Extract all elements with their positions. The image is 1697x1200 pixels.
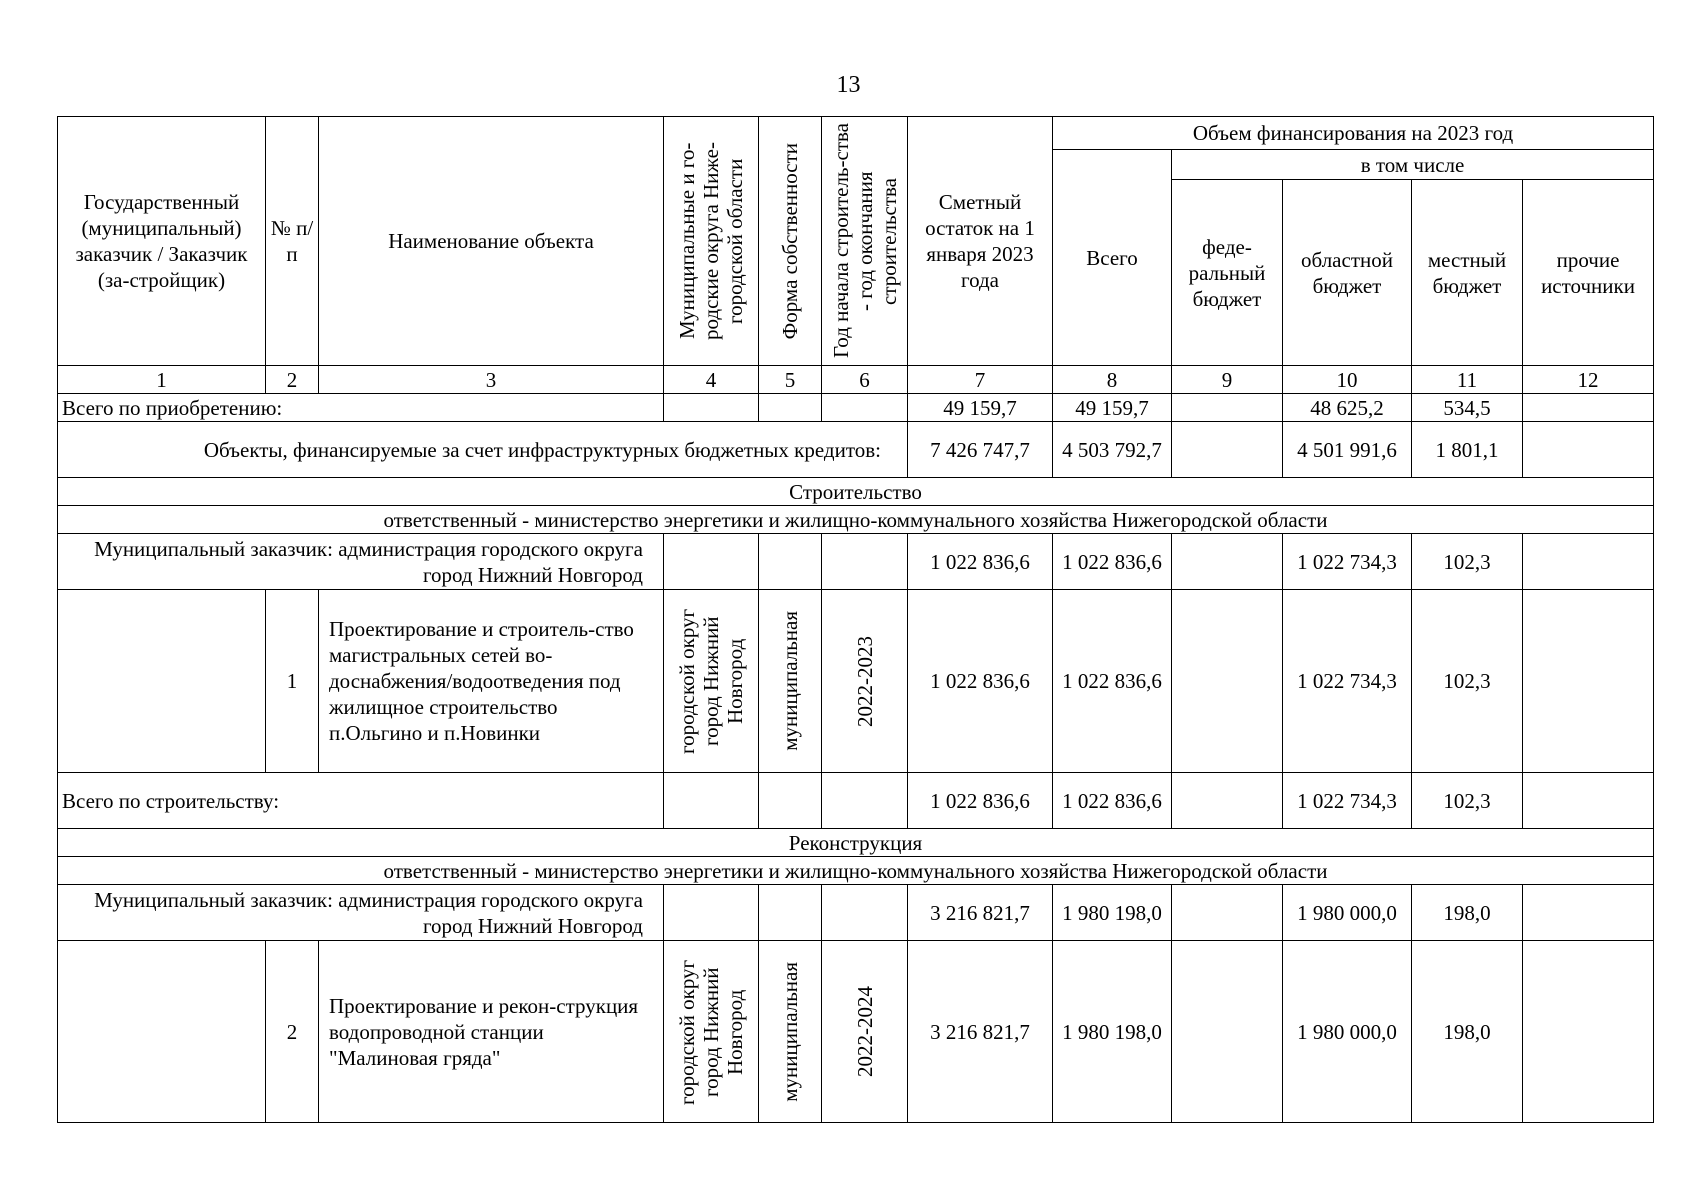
section-header-row [58,478,1654,506]
total-cell: 1 980 198,0 [1053,941,1172,1123]
section-title: Реконструкция [58,829,1654,857]
header-ownership-cell [759,117,822,366]
ownership-text: муниципальная [778,961,802,1102]
header-federal: феде-ральный бюджет [1172,180,1283,366]
object-name: Проектирование и рекон-струкция водопроводной станции "Малиновая гряда" [319,941,664,1123]
federal-cell [1172,394,1283,422]
municipality-text: городской округ город Нижний Новгород [675,608,747,754]
federal-cell [1172,941,1283,1123]
page-number: 13 [836,72,861,98]
construction-total-row [58,773,1654,829]
header-municipality: Муниципальные и го-родские округа Ниже-городской области [675,142,747,340]
regional-cell: 4 501 991,6 [1283,422,1412,478]
other-cell [1523,941,1654,1123]
years-cell [822,941,908,1123]
regional-cell: 48 625,2 [1283,394,1412,422]
federal-cell [1172,885,1283,941]
ownership-cell [759,590,822,773]
estimate-cell: 3 216 821,7 [908,885,1053,941]
object-number: 1 [266,590,319,773]
header-other: прочие источники [1523,180,1654,366]
years-cell [822,590,908,773]
financing-table [57,116,1654,1123]
header-estimate: Сметный остаток на 1 января 2023 года [908,117,1053,366]
regional-cell: 1 980 000,0 [1283,885,1412,941]
column-number: 8 [1053,366,1172,394]
federal-cell [1172,422,1283,478]
ownership-text: муниципальная [778,611,802,751]
responsible-row [58,857,1654,885]
header-ownership: Форма собственности [778,142,802,340]
total-cell: 1 022 836,6 [1053,590,1172,773]
header-object-name: Наименование объекта [319,117,664,366]
header-number: № п/п [266,117,319,366]
other-cell [1523,534,1654,590]
header-years-cell [822,117,908,366]
local-cell: 102,3 [1412,773,1523,829]
estimate-cell: 1 022 836,6 [908,773,1053,829]
estimate-cell: 1 022 836,6 [908,534,1053,590]
header-local: местный бюджет [1412,180,1523,366]
federal-cell [1172,773,1283,829]
column-number: 12 [1523,366,1654,394]
regional-cell: 1 022 734,3 [1283,534,1412,590]
total-cell: 1 022 836,6 [1053,773,1172,829]
estimate-cell: 1 022 836,6 [908,590,1053,773]
customer-row [58,885,1654,941]
regional-cell: 1 022 734,3 [1283,773,1412,829]
responsible-row [58,506,1654,534]
header-municipality-cell [664,117,759,366]
total-cell: 1 022 836,6 [1053,534,1172,590]
other-cell [1523,394,1654,422]
column-number-row [58,366,1654,394]
column-number: 6 [822,366,908,394]
local-cell: 102,3 [1412,534,1523,590]
regional-cell: 1 022 734,3 [1283,590,1412,773]
estimate-cell: 49 159,7 [908,394,1053,422]
header-funding-group: Объем финансирования на 2023 год [1053,117,1654,150]
header-regional: областной бюджет [1283,180,1412,366]
other-cell [1523,885,1654,941]
years-text: 2022-2024 [852,986,877,1077]
column-number: 10 [1283,366,1412,394]
section-title: Строительство [58,478,1654,506]
row-label: Всего по приобретению: [58,394,664,422]
estimate-cell: 3 216 821,7 [908,941,1053,1123]
total-cell: 49 159,7 [1053,394,1172,422]
local-cell: 198,0 [1412,941,1523,1123]
other-cell [1523,422,1654,478]
column-number: 9 [1172,366,1283,394]
column-number: 5 [759,366,822,394]
local-cell: 534,5 [1412,394,1523,422]
object-row [58,590,1654,773]
column-number: 2 [266,366,319,394]
column-number: 3 [319,366,664,394]
column-number: 7 [908,366,1053,394]
section-header-row [58,829,1654,857]
header-total: Всего [1053,150,1172,366]
object-name: Проектирование и строитель-ство магистральных сетей во-доснабжения/водоотведения под жилищное строительство п.Ольгино и п.Новинки [319,590,664,773]
object-number: 2 [266,941,319,1123]
row-label: Муниципальный заказчик: администрация городского округа город Нижний Новгород [58,885,664,941]
infra-credits-row [58,422,1654,478]
federal-cell [1172,534,1283,590]
row-label: Муниципальный заказчик: администрация городского округа город Нижний Новгород [58,534,664,590]
ownership-cell [759,941,822,1123]
federal-cell [1172,590,1283,773]
column-number: 11 [1412,366,1523,394]
column-number: 4 [664,366,759,394]
estimate-cell: 7 426 747,7 [908,422,1053,478]
municipality-cell [664,941,759,1123]
acquisition-total-row [58,394,1654,422]
other-cell [1523,590,1654,773]
responsible-text: ответственный - министерство энергетики и жилищно-коммунального хозяйства Нижегородской области [58,506,1654,534]
header-customer: Государственный (муниципальный) заказчик / Заказчик (за-стройщик) [58,117,266,366]
row-label: Объекты, финансируемые за счет инфраструктурных бюджетных кредитов: [58,422,908,478]
column-number: 1 [58,366,266,394]
regional-cell: 1 980 000,0 [1283,941,1412,1123]
municipality-cell [664,590,759,773]
local-cell: 198,0 [1412,885,1523,941]
other-cell [1523,773,1654,829]
header-years: Год начала строитель-ства - год окончания строительства [828,123,901,359]
customer-row [58,534,1654,590]
total-cell: 4 503 792,7 [1053,422,1172,478]
years-text: 2022-2023 [852,635,877,727]
local-cell: 1 801,1 [1412,422,1523,478]
total-cell: 1 980 198,0 [1053,885,1172,941]
responsible-text: ответственный - министерство энергетики и жилищно-коммунального хозяйства Нижегородской области [58,857,1654,885]
object-row [58,941,1654,1123]
header-including: в том числе [1172,150,1654,180]
row-label: Всего по строительству: [58,773,664,829]
local-cell: 102,3 [1412,590,1523,773]
municipality-text: городской округ город Нижний Новгород [675,958,747,1105]
